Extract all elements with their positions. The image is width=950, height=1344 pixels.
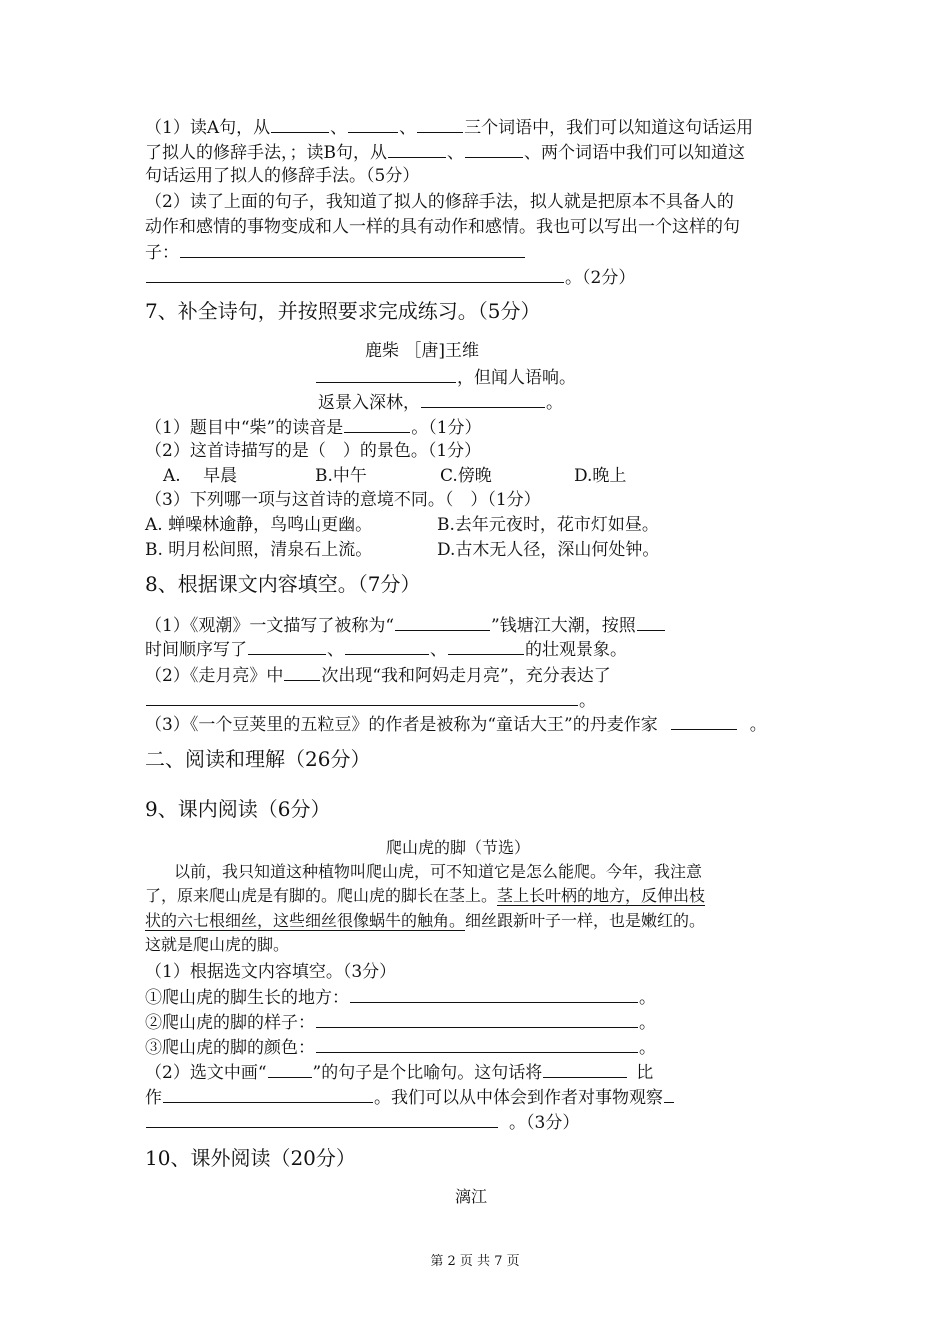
answer-blank[interactable]: [284, 664, 320, 681]
separator: 、: [327, 640, 344, 660]
q9-passage-line1: 以前，我只知道这种植物叫爬山虎，可不知道它是怎么能爬。今年，我注意: [174, 862, 703, 881]
q9-fill1: [145, 986, 656, 1009]
q6-part2-label: 子：: [145, 243, 179, 263]
q10-heading: 10、课外阅读（20分）: [145, 1146, 356, 1170]
q9-heading: 9、课内阅读（6分）: [145, 797, 331, 821]
answer-blank[interactable]: [421, 391, 545, 408]
q9-sub2-text-c: 比: [636, 1063, 654, 1083]
q6-part1-line2: [145, 141, 745, 164]
q9-passage-text: 细丝跟新叶子一样，也是嫩红的。: [465, 911, 706, 930]
q9-sub2-text-e: 。我们可以从中体会到作者对事物观察: [374, 1088, 663, 1108]
underlined-simile: 茎上长叶柄的地方，反伸出枝: [497, 886, 706, 905]
q9-passage-line3: [145, 910, 705, 932]
q8-sub1-line2: [145, 638, 627, 661]
q7-sub2: （2）这首诗描写的是（ ）的景色。（1分）: [145, 441, 482, 461]
q6-part1-line1: [145, 116, 753, 139]
q8-sub1-text-a: （1）《观潮》一文描写了被称为“: [145, 616, 395, 636]
q8-sub2-text-a: （2）《走月亮》中: [145, 666, 284, 686]
answer-blank[interactable]: [316, 1036, 638, 1053]
q7-sub3: （3）下列哪一项与这首诗的意境不同。（ ）（1分）: [145, 490, 541, 510]
q7-sub3-option-c: B. 明月松间照，清泉石上流。: [145, 540, 373, 560]
q7-option-c: C.傍晚: [440, 466, 492, 486]
q9-sub2-text-a: （2）选文中画“: [145, 1063, 267, 1083]
q9-passage-line2: [145, 885, 705, 907]
q8-sub3-text: （3）《一个豆荚里的五粒豆》的作者是被称为“童话大王”的丹麦作家: [145, 715, 658, 735]
answer-blank[interactable]: [271, 116, 329, 133]
answer-blank[interactable]: [316, 1011, 638, 1028]
answer-blank[interactable]: [395, 614, 490, 631]
answer-blank[interactable]: [345, 638, 429, 655]
answer-blank[interactable]: [146, 1111, 498, 1128]
punct: 。: [749, 715, 767, 735]
q6-part2-line4: [145, 266, 635, 289]
q6-part1-text-a: （1）读A句，从: [145, 118, 271, 138]
q9-sub2-text-d: 作: [145, 1088, 162, 1108]
poem-line2-text: 返景入深林，: [318, 393, 420, 413]
q7-sub1-text: （1）题目中“柴”的读音是: [145, 418, 344, 438]
answer-blank[interactable]: [163, 1086, 373, 1103]
q6-part2-line3: [145, 241, 526, 264]
poem-line1-text: ，但闻人语响。: [457, 368, 576, 388]
q7-sub3-option-d: D.古木无人径，深山何处钟。: [437, 540, 660, 560]
answer-blank[interactable]: [465, 141, 523, 158]
q9-sub2-line1: [145, 1061, 653, 1084]
answer-blank[interactable]: [350, 986, 638, 1003]
poem-line2: [318, 391, 563, 414]
q7-option-b: B.中午: [315, 466, 367, 486]
separator: 、: [524, 143, 541, 163]
q6-part1-text-d: 两个词语中我们可以知道这: [541, 143, 745, 163]
q8-sub2-line2: [145, 689, 596, 712]
q10-passage-title: 漓江: [455, 1187, 488, 1206]
q9-fill3-label: ③爬山虎的脚的颜色：: [145, 1038, 315, 1058]
q6-part1-text-b: 三个词语中，我们可以知道这句话运用: [464, 118, 754, 138]
underlined-simile: 状的六七根细丝，这些细丝很像蜗牛的触角。: [145, 911, 466, 930]
punct: 。: [639, 988, 656, 1008]
q8-sub1-text-b: ”钱塘江大潮，按照: [491, 616, 636, 636]
answer-blank[interactable]: [637, 614, 665, 631]
q7-heading: 7、补全诗句，并按照要求完成练习。（5分）: [145, 299, 541, 323]
score-note: 。（2分）: [565, 268, 636, 288]
q9-passage-text: 了，原来爬山虎是有脚的。爬山虎的脚长在茎上。: [145, 886, 498, 905]
q9-sub2-line3: [145, 1111, 579, 1134]
q7-sub3-option-b: B.去年元夜时，花市灯如昼。: [437, 515, 659, 535]
q8-sub1-text-d: 的壮观景象。: [525, 640, 627, 660]
q8-sub2-line1: [145, 664, 611, 687]
q8-heading: 8、根据课文内容填空。（7分）: [145, 572, 421, 596]
punct: 。: [639, 1038, 656, 1058]
answer-blank[interactable]: [448, 638, 524, 655]
poem-line1: [315, 366, 576, 389]
separator: 、: [447, 143, 464, 163]
separator: 、: [399, 118, 417, 138]
page-footer: 第 2 页 共 7 页: [430, 1254, 520, 1269]
answer-blank[interactable]: [664, 1086, 674, 1103]
q7-option-d: D.晚上: [574, 466, 627, 486]
q9-fill1-label: ①爬山虎的脚生长的地方：: [145, 988, 349, 1008]
q9-passage-line4: 这就是爬山虎的脚。: [145, 935, 290, 954]
q7-sub1: [145, 416, 482, 439]
q7-option-a: A. 早晨: [163, 466, 238, 486]
q9-fill2: [145, 1011, 656, 1034]
punct: 。: [579, 691, 596, 711]
underline-sample: [268, 1061, 312, 1078]
answer-blank[interactable]: [417, 116, 463, 133]
punct: 。: [639, 1013, 656, 1033]
q8-sub2-text-b: 次出现“我和阿妈走月亮”，充分表达了: [321, 666, 611, 686]
punct: 。: [546, 393, 563, 413]
q8-sub3: [145, 713, 767, 736]
score-note: 。（3分）: [509, 1113, 580, 1133]
answer-blank[interactable]: [180, 241, 525, 258]
answer-blank[interactable]: [344, 416, 410, 433]
answer-blank[interactable]: [671, 713, 737, 730]
poem-title: 鹿柴 ［唐]王维: [365, 341, 480, 361]
answer-blank[interactable]: [316, 366, 456, 383]
q6-part1-text-c: 了拟人的修辞手法，；读B句，从: [145, 143, 387, 163]
answer-blank[interactable]: [146, 266, 564, 283]
q8-sub1-text-c: 时间顺序写了: [145, 640, 247, 660]
q9-sub2-line2: [145, 1086, 675, 1109]
q6-part1-line3: 句话运用了拟人的修辞手法。（5分）: [145, 166, 420, 186]
q6-part2-line2: 动作和感情的事物变成和人一样的具有动作和感情。我也可以写出一个这样的句: [145, 217, 740, 237]
answer-blank[interactable]: [248, 638, 326, 655]
separator: 、: [330, 118, 348, 138]
separator: 、: [430, 640, 447, 660]
q9-sub2-text-b: ”的句子是个比喻句。这句话将: [312, 1063, 543, 1083]
q9-fill2-label: ②爬山虎的脚的样子：: [145, 1013, 315, 1033]
answer-blank[interactable]: [348, 116, 398, 133]
q7-sub3-option-a: A. 蝉噪林逾静，鸟鸣山更幽。: [145, 515, 373, 535]
answer-blank[interactable]: [146, 689, 578, 706]
q9-sub1: （1）根据选文内容填空。（3分）: [145, 962, 397, 982]
q9-passage-title: 爬山虎的脚（节选）: [386, 838, 531, 857]
answer-blank[interactable]: [388, 141, 446, 158]
q6-part2-line1: （2）读了上面的句子，我知道了拟人的修辞手法，拟人就是把原本不具备人的: [145, 192, 734, 212]
q9-fill3: [145, 1036, 656, 1059]
score-note: 。（1分）: [411, 418, 482, 438]
section2-heading: 二、阅读和理解（26分）: [145, 747, 371, 771]
q8-sub1-line1: [145, 614, 666, 637]
answer-blank[interactable]: [543, 1061, 627, 1078]
